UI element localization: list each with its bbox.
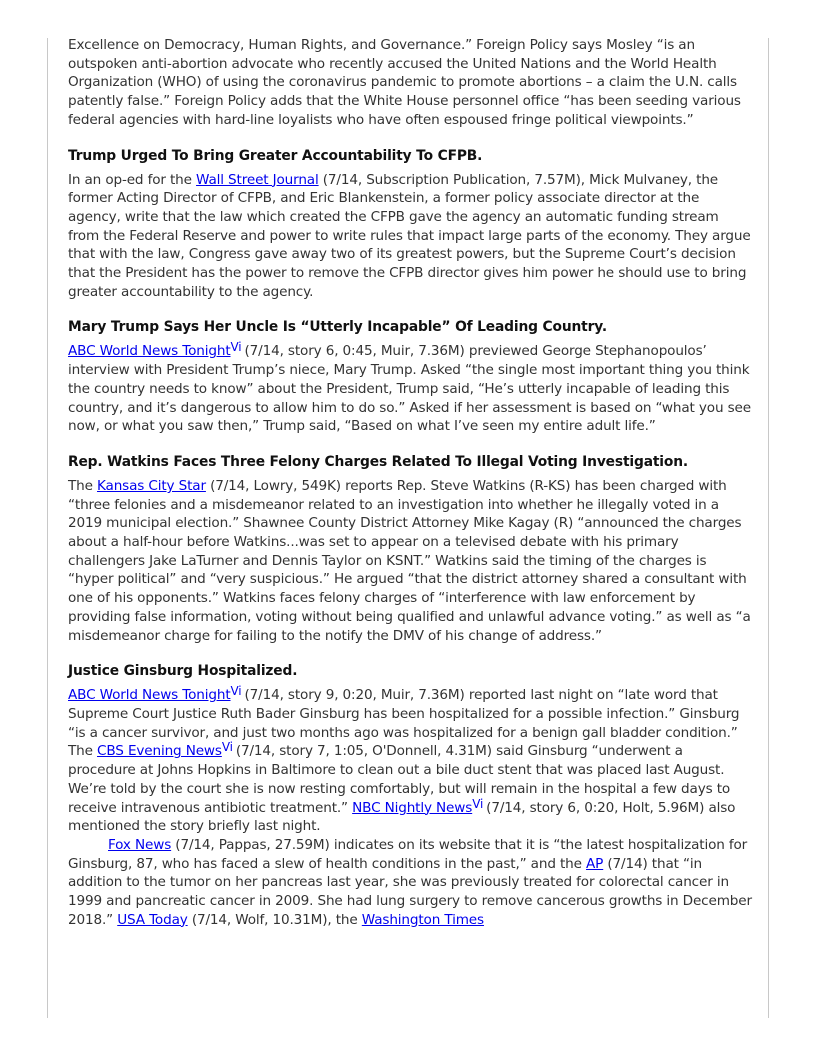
paragraph-text: The [68,477,98,494]
video-icon[interactable]: Vi [230,340,242,355]
article-paragraph [68,477,752,645]
article-paragraph [68,836,752,930]
article-paragraph [68,36,752,130]
source-link[interactable]: Kansas City Star [97,477,206,494]
paragraph-text: (7/14, Pappas, 27.59M) indicates on its website that it is “the latest hospitalization for Ginsburg, 87, who has faced a slew of health conditions in the past,” and the [68,836,748,872]
source-link[interactable]: ABC World News Tonight [68,687,231,704]
source-link[interactable]: Wall Street Journal [196,171,319,188]
section-heading: Justice Ginsburg Hospitalized. [68,663,298,680]
paragraph-text: In an op-ed for the [68,171,197,188]
source-link[interactable]: NBC Nightly News [352,799,473,816]
article-paragraph [68,171,752,302]
paragraph-text: (7/14, Lowry, 549K) reports Rep. Steve Watkins (R-KS) has been charged with “three felonies and a misdemeanor related to an investigation into whether he illegally voted in a 2019 municipal election.” Shawnee County District Attorney Mike Kagay (R) “announced the charges about a half-hour before Watkins...was set to appear on a televised debate with his primary challengers Jake LaTurner and Dennis Taylor on KSNT.” Watkins said the timing of the charges is “hyper political” and “very suspicious.” He argued “that the district attorney shared a consultant with one of his opponents.” Watkins faces felony charges of “interference with law enforcement by providing false information, voting without being qualified and unlawful advance voting.” as well as “a misdemeanor charge for failing to the notify the DMV of his change of address.” [68,477,751,644]
section-heading: Mary Trump Says Her Uncle Is “Utterly Incapable” Of Leading Country. [68,319,607,336]
source-link[interactable]: Fox News [108,836,172,853]
source-link[interactable]: CBS Evening News [97,743,222,760]
paragraph-text: (7/14, story 6, 0:20, Holt, 5.96M) also mentioned the story briefly last night. [68,799,736,835]
paragraph-text: (7/14, story 9, 0:20, Muir, 7.36M) reported last night on “late word that Supreme Court Justice Ruth Bader Ginsburg has been hospitalized for a possible infection.” Ginsburg “is a cancer survivor, and just two months ago was hospitalized for a benign gall bladder condition.” The [68,687,740,760]
source-link[interactable]: USA Today [117,911,188,928]
paragraph-text: (7/14, Subscription Publication, 7.57M), Mick Mulvaney, the former Acting Director of CFPB, and Eric Blankenstein, a former policy associate director at the agency, write that the law which created the CFPB gave the agency an automatic funding stream from the Federal Reserve and power to write rules that impact large parts of the economy. They argue that with the law, Congress gave away two of its greatest powers, but the Supreme Court’s decision that the President has the power to remove the CFPB director gives him power he should use to bring greater accountability to the agency. [68,171,751,300]
video-icon[interactable]: Vi [221,740,233,755]
right-page-border [768,38,769,1018]
video-icon[interactable]: Vi [472,796,484,811]
source-link[interactable]: ABC World News Tonight [68,343,231,360]
news-briefing-content [68,36,752,929]
section-heading: Trump Urged To Bring Greater Accountability To CFPB. [68,147,483,164]
paragraph-text: (7/14) that “in addition to the tumor on her pancreas last year, she was previously treated for colorectal cancer in 1999 and pancreatic cancer in 2009. She had lung surgery to remove cancerous growths in December 2018.” [68,855,752,928]
paragraph-text: (7/14, Wolf, 10.31M), the [187,911,362,928]
video-icon[interactable]: Vi [230,684,242,699]
source-link[interactable]: Washington Times [361,911,484,928]
article-paragraph [68,342,752,436]
section-heading: Rep. Watkins Faces Three Felony Charges Related To Illegal Voting Investigation. [68,453,688,470]
source-link[interactable]: AP [586,855,604,872]
article-paragraph [68,686,752,836]
paragraph-text: (7/14, story 6, 0:45, Muir, 7.36M) previewed George Stephanopoulos’ interview with President Trump’s niece, Mary Trump. Asked “the single most important thing you think the country needs to know” about the President, Trump said, “He’s utterly incapable of leading this country, and it’s dangerous to allow him to do so.” Asked if her assessment is based on “what you see now, or what you saw then,” Trump said, “Based on what I’ve seen my entire adult life.” [68,343,751,435]
paragraph-text: (7/14, story 7, 1:05, O'Donnell, 4.31M) said Ginsburg “underwent a procedure at Johns Hopkins in Baltimore to clean out a bile duct stent that was placed last August. We’re told by the court she is now resting comfortably, but will remain in the hospital a few days to receive intravenous antibiotic treatment.” [68,743,731,816]
paragraph-text: Excellence on Democracy, Human Rights, and Governance.” Foreign Policy says Mosley “is an outspoken anti-abortion advocate who recently accused the United Nations and the World Health Organization (WHO) of using the coronavirus pandemic to promote abortions – a claim the U.N. calls patently false.” Foreign Policy adds that the White House personnel office “has been seeding various federal agencies with hard-line loyalists who have often espoused fringe political viewpoints.” [68,37,741,128]
left-page-border [47,38,48,1018]
